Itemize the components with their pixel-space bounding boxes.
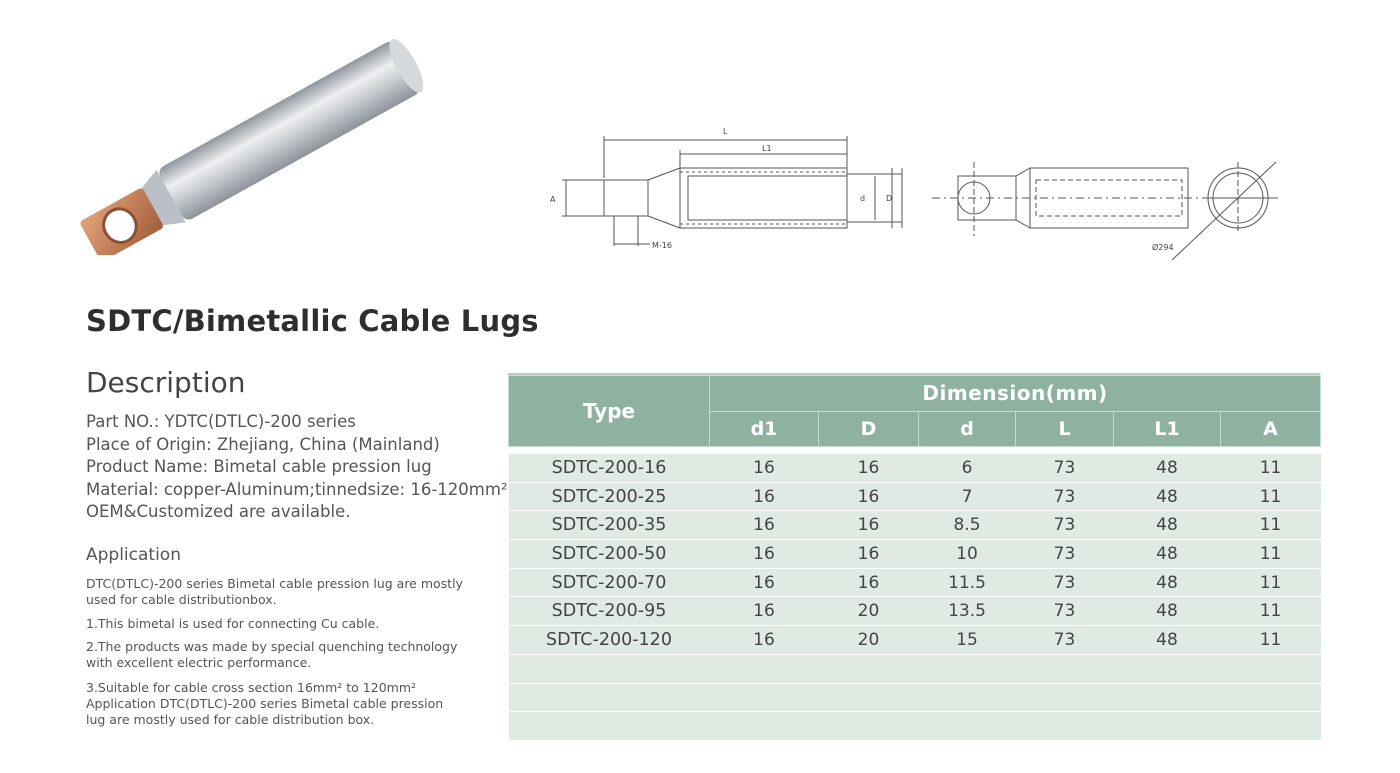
value-cell: 48 [1114, 482, 1221, 511]
value-cell: 11 [1221, 626, 1321, 655]
table-row-empty [509, 683, 1321, 712]
column-header: D [819, 411, 919, 447]
table-row-empty [509, 654, 1321, 683]
value-cell: 73 [1016, 511, 1114, 540]
dim-d-label: d [860, 194, 866, 203]
empty-cell [1016, 654, 1114, 683]
empty-cell [1221, 654, 1321, 683]
dim-L-label: L [723, 127, 728, 136]
column-header: L1 [1114, 411, 1221, 447]
application-paragraph: 3.Suitable for cable cross section 16mm² to 120mm² Application DTC(DTLC)-200 series Bimetal cable pression lug are mostly used for cable distribution box. [86, 680, 444, 727]
value-cell: 73 [1016, 482, 1114, 511]
value-cell: 48 [1114, 540, 1221, 569]
value-cell: 15 [919, 626, 1016, 655]
column-header: d [919, 411, 1016, 447]
description-line: OEM&Customized are available. [86, 502, 351, 521]
empty-cell [710, 712, 819, 741]
empty-cell [1114, 683, 1221, 712]
value-cell: 16 [710, 568, 819, 597]
empty-cell [919, 712, 1016, 741]
value-cell: 16 [819, 482, 919, 511]
value-cell: 48 [1114, 597, 1221, 626]
empty-cell [819, 712, 919, 741]
description-line: Material: copper-Aluminum;tinnedsize: 16-120mm² [86, 479, 508, 499]
value-cell: 48 [1114, 568, 1221, 597]
type-cell: SDTC-200-35 [509, 511, 710, 540]
empty-cell [710, 654, 819, 683]
column-header: d1 [710, 411, 819, 447]
value-cell: 73 [1016, 597, 1114, 626]
value-cell: 13.5 [919, 597, 1016, 626]
table-row [509, 454, 1321, 482]
value-cell: 20 [819, 626, 919, 655]
application-paragraph: DTC(DTLC)-200 series Bimetal cable pression lug are mostly used for cable distributionbox. [86, 576, 463, 607]
table-row [509, 568, 1321, 597]
value-cell: 16 [710, 482, 819, 511]
table-body [509, 447, 1321, 741]
value-cell: 11 [1221, 568, 1321, 597]
description-line: Place of Origin: Zhejiang, China (Mainland) [86, 434, 440, 454]
empty-cell [819, 683, 919, 712]
value-cell: 7 [919, 482, 1016, 511]
empty-cell [1016, 683, 1114, 712]
application-paragraph: 2.The products was made by special quenching technology with excellent electric performance. [86, 639, 458, 670]
empty-cell [1114, 712, 1221, 741]
dim-D-label: D [886, 194, 893, 203]
empty-cell [919, 654, 1016, 683]
description-list [86, 411, 508, 524]
value-cell: 11.5 [919, 568, 1016, 597]
empty-cell [509, 712, 710, 741]
table-row [509, 597, 1321, 626]
product-title: SDTC/Bimetallic Cable Lugs [86, 304, 539, 338]
value-cell: 11 [1221, 540, 1321, 569]
description-line: Product Name: Bimetal cable pression lug [86, 457, 432, 476]
value-cell: 16 [710, 454, 819, 482]
empty-cell [1221, 712, 1321, 741]
value-cell: 16 [710, 540, 819, 569]
type-cell: SDTC-200-25 [509, 482, 710, 511]
empty-cell [919, 683, 1016, 712]
technical-drawing [540, 118, 1300, 268]
application-heading: Application [86, 545, 181, 565]
column-header: A [1221, 411, 1321, 447]
table-row [509, 626, 1321, 655]
value-cell: 8.5 [919, 511, 1016, 540]
value-cell: 16 [819, 568, 919, 597]
value-cell: 73 [1016, 454, 1114, 482]
dim-M-label: M-16 [652, 241, 672, 250]
value-cell: 6 [919, 454, 1016, 482]
dimension-header: Dimension(mm) [710, 376, 1321, 412]
type-cell: SDTC-200-120 [509, 626, 710, 655]
dim-L1-label: L1 [762, 144, 772, 153]
value-cell: 11 [1221, 454, 1321, 482]
description-line: Part NO.: YDTC(DTLC)-200 series [86, 412, 356, 431]
application-paragraph: 1.This bimetal is used for connecting Cu cable. [86, 616, 380, 631]
value-cell: 16 [710, 626, 819, 655]
dim-A-label: A [550, 195, 556, 204]
value-cell: 73 [1016, 626, 1114, 655]
value-cell: 16 [710, 597, 819, 626]
value-cell: 20 [819, 597, 919, 626]
value-cell: 48 [1114, 511, 1221, 540]
empty-cell [710, 683, 819, 712]
value-cell: 11 [1221, 482, 1321, 511]
type-cell: SDTC-200-95 [509, 597, 710, 626]
type-cell: SDTC-200-70 [509, 568, 710, 597]
table-row [509, 482, 1321, 511]
empty-cell [509, 654, 710, 683]
value-cell: 11 [1221, 597, 1321, 626]
dim-phi-label: Ø294 [1152, 243, 1174, 252]
table-row [509, 511, 1321, 540]
column-header: L [1016, 411, 1114, 447]
value-cell: 16 [819, 454, 919, 482]
description-heading: Description [86, 366, 246, 399]
empty-cell [819, 654, 919, 683]
empty-cell [1221, 683, 1321, 712]
aluminum-barrel [157, 39, 422, 222]
value-cell: 48 [1114, 454, 1221, 482]
value-cell: 73 [1016, 568, 1114, 597]
value-cell: 16 [819, 511, 919, 540]
value-cell: 73 [1016, 540, 1114, 569]
table-row-empty [509, 712, 1321, 741]
value-cell: 11 [1221, 511, 1321, 540]
product-photo [60, 20, 450, 255]
empty-cell [509, 683, 710, 712]
value-cell: 10 [919, 540, 1016, 569]
type-cell: SDTC-200-50 [509, 540, 710, 569]
value-cell: 16 [819, 540, 919, 569]
type-cell: SDTC-200-16 [509, 454, 710, 482]
dimension-table [508, 373, 1320, 741]
table-row [509, 540, 1321, 569]
empty-cell [1114, 654, 1221, 683]
type-header: Type [509, 376, 710, 447]
value-cell: 16 [710, 511, 819, 540]
empty-cell [1016, 712, 1114, 741]
value-cell: 48 [1114, 626, 1221, 655]
